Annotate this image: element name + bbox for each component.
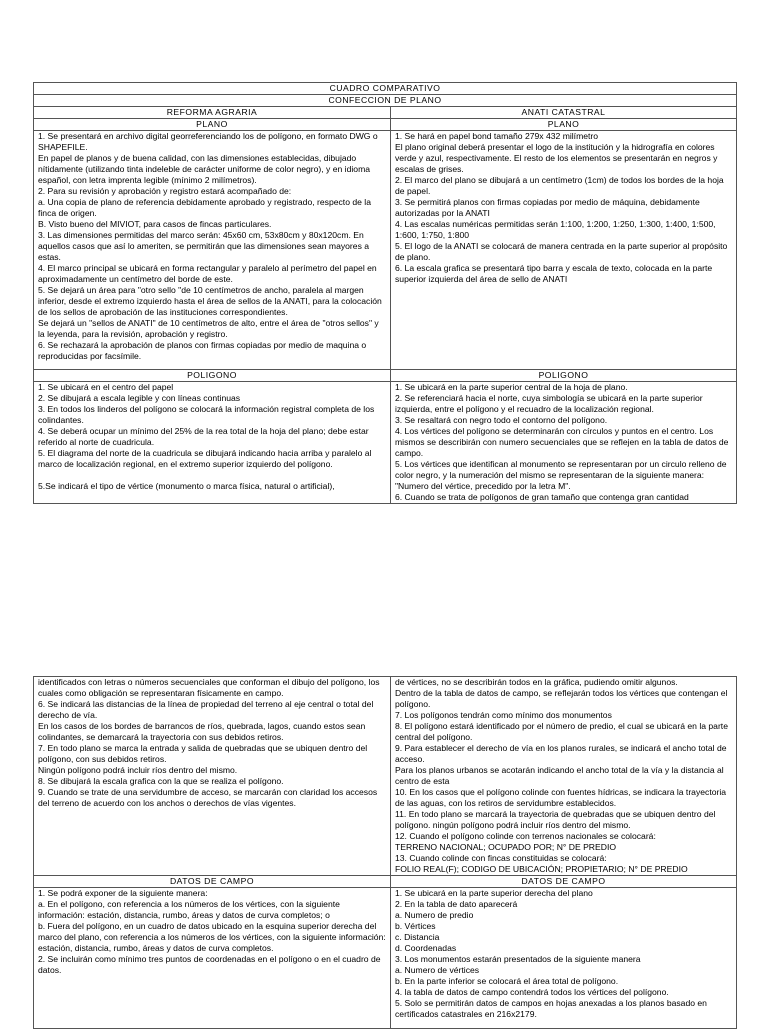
poligono-reforma-agraria-continued-cell: identificados con letras o números secuenciales que conforman el dibujo del polígono, los cuales como obligación se representaran físicamente en campo. 6. Se indicará las distancias de la línea de propiedad del terreno al eje central o total del derecho de vía. En los casos de los bordes de barrancos de ríos, quebrada, lagos, cuando estos sean colindantes, se demarcará la trayectoria con sus debidos retiros. 7. En todo plano se marca la entrada y salida de quebradas que se ubiquen dentro del polígono, con sus debidos retiros. Ningún polígono podrá incluir ríos dentro del mismo. 8. Se dibujará la escala grafica con la que se realiza el polígono. 9. Cuando se trate de una servidumbre de acceso, se marcarán con claridad los accesos del terreno de acuerdo con los anchos o derechos de vías vigentes.: [34, 677, 391, 876]
plano-reforma-agraria-cell: 1. Se presentará en archivo digital georreferenciando los de polígono, en formato DWG o SHAPEFILE. En papel de planos y de buena calidad, con las dimensiones establecidas, dibujado nítidamente (utilizando tinta indeleble de carácter uniforme de color negro), y en idioma español, con letra imprenta legible (mínimo 2 milímetros). 2. Para su revisión y aprobación y registro estará acompañado de: a. Una copia de plano de referencia debidamente aprobado y registrado, respecto de la finca de origen. B. Visto bueno del MIVIOT, para casos de fincas particulares. 3. Las dimensiones permitidas del marco serán: 45x60 cm, 53x80cm y 80x120cm. En aquellos casos que así lo ameriten, se permitirán que las dimensiones sean mayores a estas. 4. El marco principal se ubicará en forma rectangular y paralelo al perímetro del papel en aproximadamente un centímetro del borde de este. 5. Se dejará un área para "otro sello "de 10 centímetros de ancho, paralela al margen inferior, desde el extremo izquierdo hasta el área de sellos de la ANATI, para la colocación de los sellos de aprobación de las instituciones correspondientes. Se dejará un "sellos de ANATI" de 10 centímetros de alto, entre el área de "otros sellos" y la leyenda, para la revisión, aprobación y registro. 6. Se rechazará la aprobación de planos con firmas copiadas por medio de maquina o reproducidas por facsímile.: [34, 131, 391, 370]
poligono-anati-catastral-continued-cell: de vértices, no se describirán todos en la gráfica, pudiendo omitir algunos. Dentro de la tabla de datos de campo, se reflejarán todos los vértices que contengan el polígono. 7. Los polígonos tendrán como mínimo dos monumentos 8. El polígono estará identificado por el número de predio, el cual se ubicará en la parte central del polígono. 9. Para establecer el derecho de vía en los planos rurales, se indicará el ancho total de acceso. Para los planos urbanos se acotarán indicando el ancho total de la vía y la distancia al centro de esta 10. En los casos que el polígono colinde con fuentes hídricas, se indicara la trayectoria de las aguas, con los retiros de servidumbre establecidos. 11. En todo plano se marcará la trayectoria de quebradas que se ubiquen dentro del polígono. ningún polígono podrá incluir ríos dentro del mismo. 12. Cuando el polígono colinde con terrenos nacionales se colocará: TERRENO NACIONAL; OCUPADO POR; N° DE PREDIO 13. Cuando colinde con fincas constituidas se colocará: FOLIO REAL(F); CODIGO DE UBICACIÓN; PROPIETARIO; N° DE PREDIO: [391, 677, 737, 876]
column-header-reforma-agraria: REFORMA AGRARIA: [34, 107, 391, 119]
section-header-plano-left: PLANO: [34, 119, 391, 131]
comparison-table-page-1: [33, 82, 737, 504]
comparison-table-page-2: [33, 676, 737, 1029]
poligono-anati-catastral-cell: 1. Se ubicará en la parte superior central de la hoja de plano. 2. Se referenciará hacia el norte, cuya simbología se ubicará en la parte superior izquierda, entre el polígono y el recuadro de la localización regional. 3. Se resaltará con negro todo el contorno del polígono. 4. Los vértices del polígono se determinarán con círculos y puntos en el centro. Los mismos se describirán con numero secuenciales que se reflejen en la tabla de datos de campo. 5. Los vértices que identifican al monumento se representaran por un circulo relleno de color negro, y la numeración del mismo se representaran de la siguiente manera: "Numero del vértice, precedido por la letra M". 6. Cuando se trata de polígonos de gran tamaño que contenga gran cantidad: [391, 382, 737, 504]
section-header-datos-campo-right: DATOS DE CAMPO: [391, 876, 737, 888]
poligono-reforma-agraria-cell: 1. Se ubicará en el centro del papel 2. Se dibujará a escala legible y con líneas continuas 3. En todos los linderos del polígono se colocará la información registral completa de los colindantes. 4. Se deberá ocupar un mínimo del 25% de la rea total de la hoja del plano; debe estar referido al norte de cuadricula. 5. El diagrama del norte de la cuadricula se dibujará indicando hacia arriba y paralelo al marco de localización regional, en el extremo superior izquierdo del polígono. 5.Se indicará el tipo de vértice (monumento o marca física, natural o artificial),: [34, 382, 391, 504]
table-title: CUADRO COMPARATIVO: [34, 83, 737, 95]
datos-campo-reforma-agraria-cell: 1. Se podrá exponer de la siguiente manera: a. En el polígono, con referencia a los números de los vértices, con la siguiente información: estación, distancia, rumbo, áreas y datos de curva completos; o b. Fuera del polígono, en un cuadro de datos ubicado en la esquina superior derecha del marco del plano, con referencia a los números de los vértices, con la siguiente información: estación, distancia, rumbo, áreas y datos de curva completos. 2. Se incluirán como mínimo tres puntos de coordenadas en el polígono o en el cuadro de datos.: [34, 888, 391, 1029]
table-subtitle: CONFECCION DE PLANO: [34, 95, 737, 107]
datos-campo-anati-catastral-cell: 1. Se ubicará en la parte superior derecha del plano 2. En la tabla de dato aparecerá a. Numero de predio b. Vértices c. Distancia d. Coordenadas 3. Los monumentos estarán presentados de la siguiente manera a. Numero de vértices b. En la parte inferior se colocará el área total de polígono. 4. la tabla de datos de campo contendrá todos los vértices del polígono. 5. Solo se permitirán datos de campos en hojas anexadas a los planos basado en certificados catastrales en 216x2179.: [391, 888, 737, 1029]
section-header-poligono-right: POLIGONO: [391, 370, 737, 382]
column-header-anati-catastral: ANATI CATASTRAL: [391, 107, 737, 119]
section-header-datos-campo-left: DATOS DE CAMPO: [34, 876, 391, 888]
section-header-poligono-left: POLIGONO: [34, 370, 391, 382]
plano-anati-catastral-cell: 1. Se hará en papel bond tamaño 279x 432 milímetro El plano original deberá presentar el logo de la institución y la hidrografía en colores verde y azul, respectivamente. El resto de los elementos se presentarán en negros y escalas de grises. 2. El marco del plano se dibujará a un centímetro (1cm) de todos los bordes de la hoja de papel. 3. Se permitirá planos con firmas copiadas por medio de máquina, debidamente autorizadas por la ANATI 4. Las escalas numéricas permitidas serán 1:100, 1:200, 1:250, 1:300, 1:400, 1:500, 1:600, 1:750, 1:800 5. El logo de la ANATI se colocará de manera centrada en la parte superior al propósito de plano. 6. La escala grafica se presentará tipo barra y escala de texto, colocada en la parte superior izquierda del área de sello de ANATI: [391, 131, 737, 370]
section-header-plano-right: PLANO: [391, 119, 737, 131]
